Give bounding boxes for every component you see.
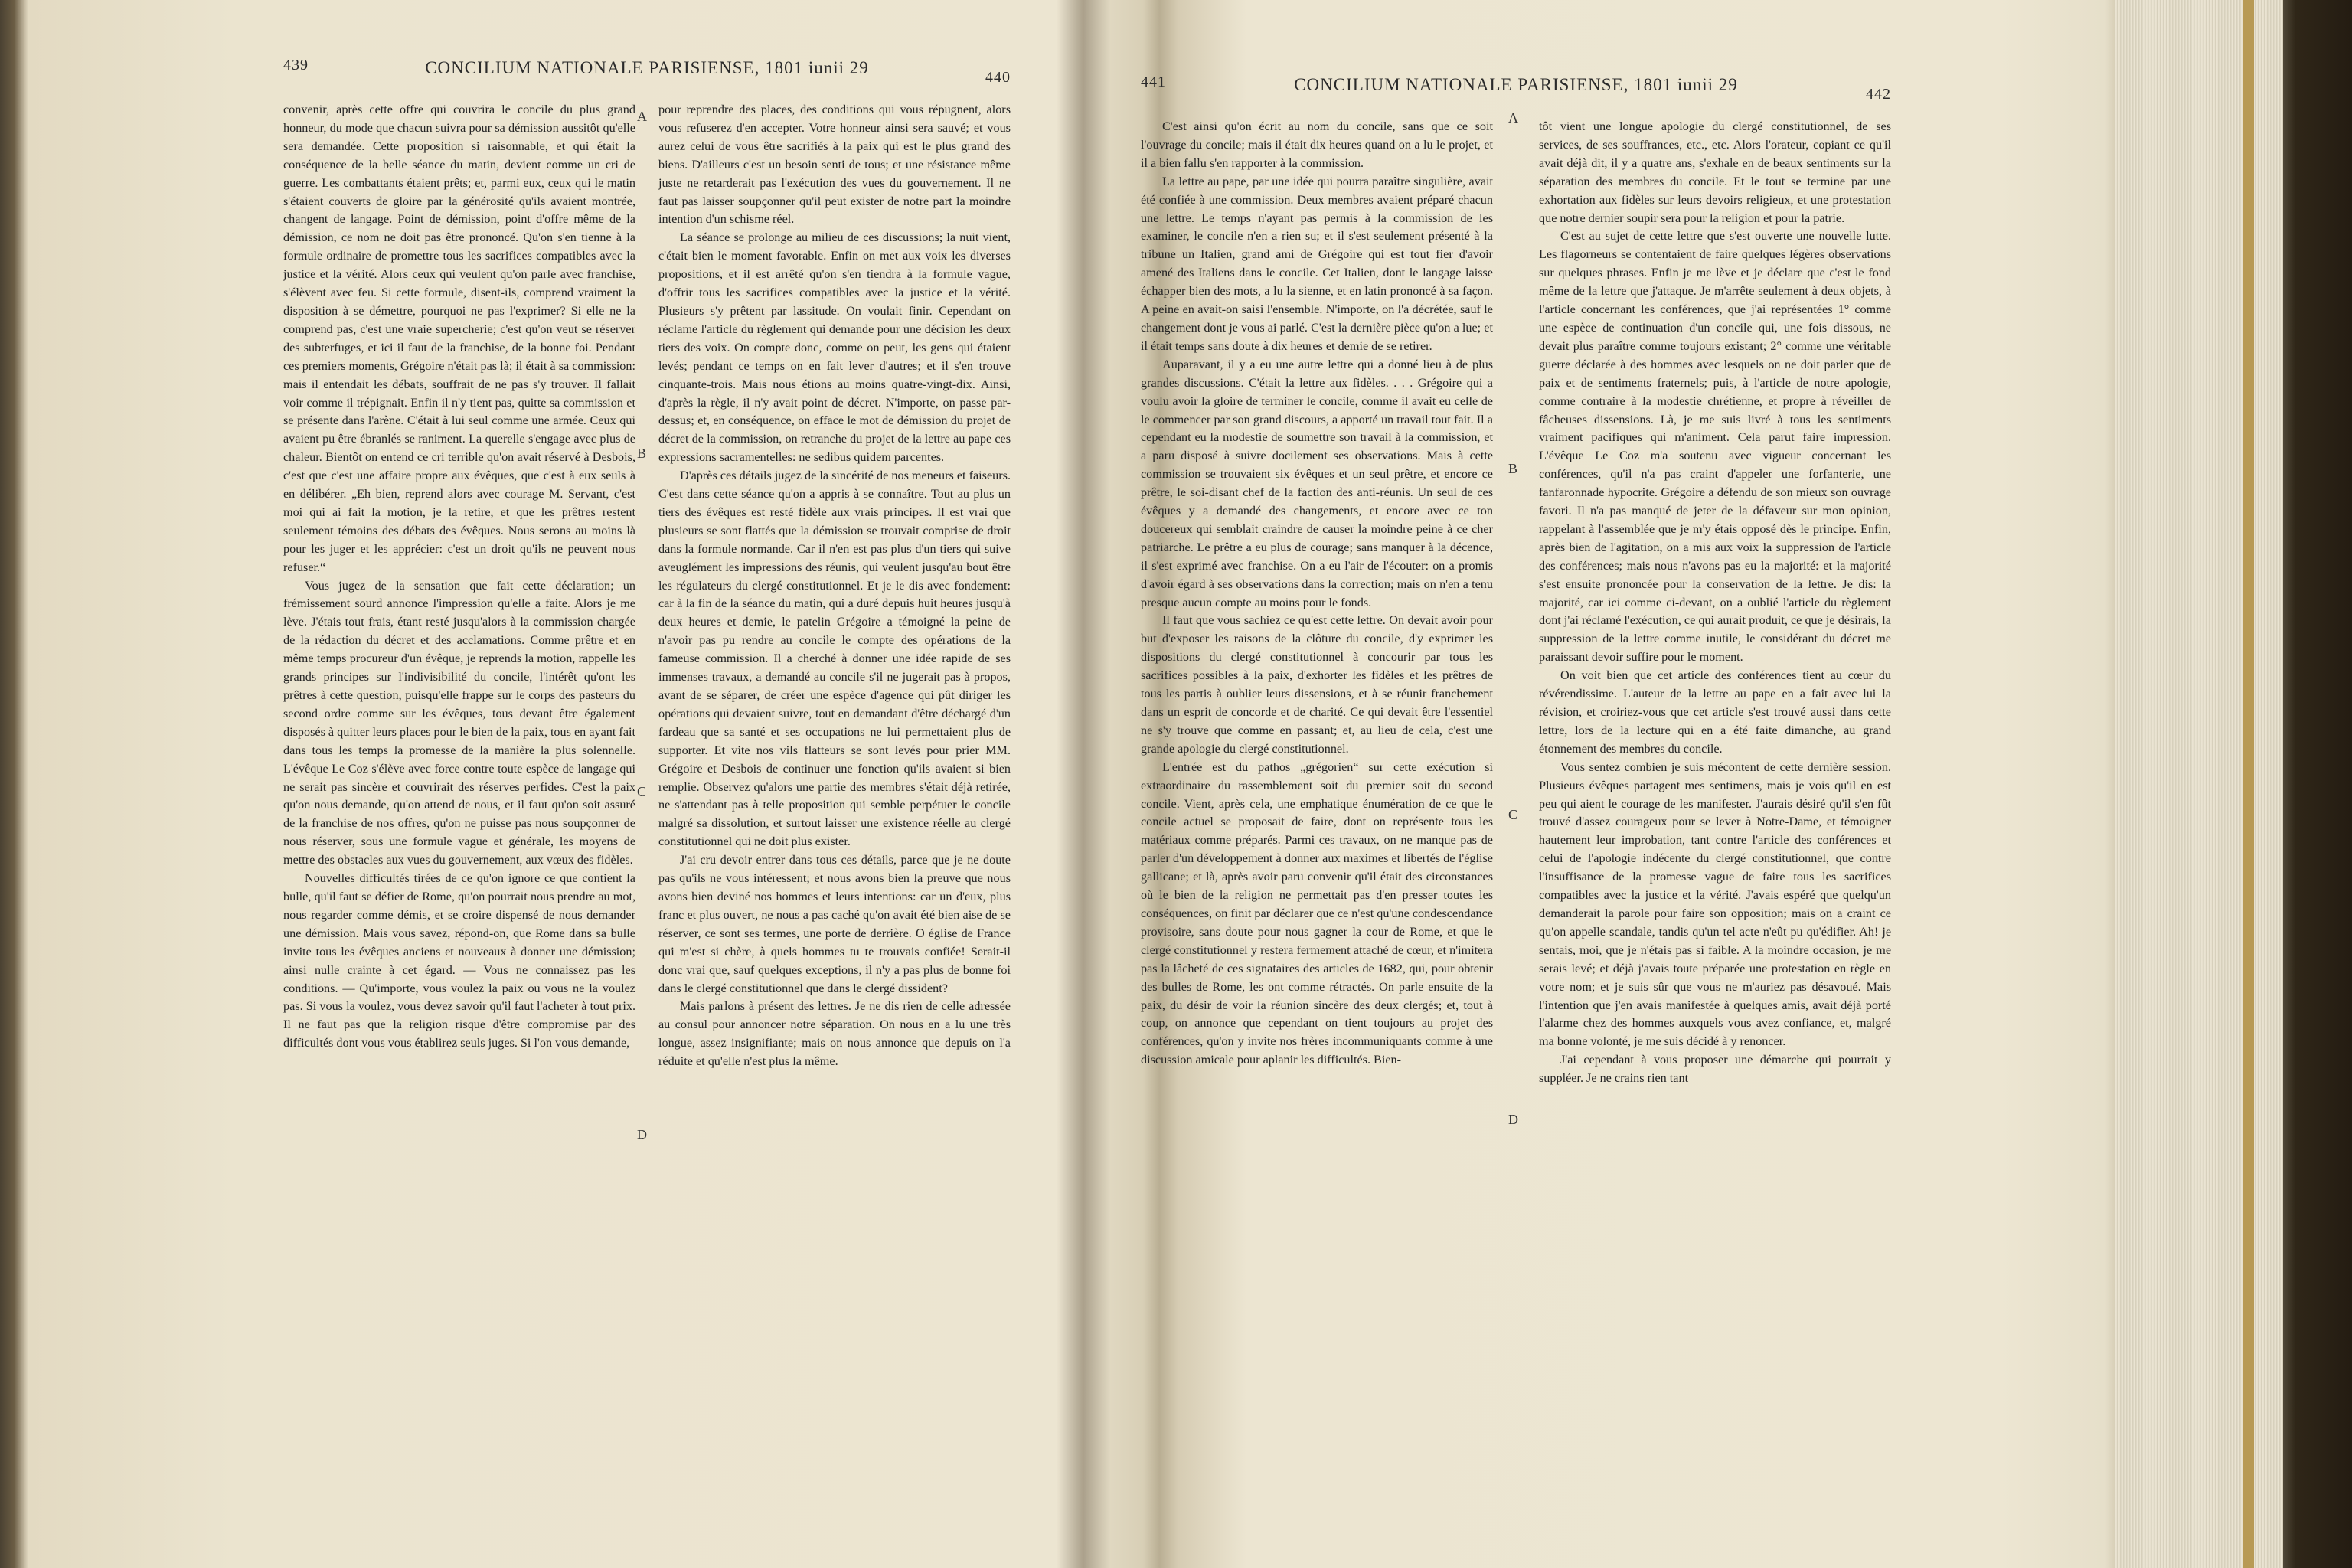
book-cover-edge bbox=[2243, 0, 2254, 1568]
right-page bbox=[1141, 70, 1891, 1540]
book-spine bbox=[1057, 0, 1110, 1568]
text-column-440 bbox=[658, 101, 1011, 1071]
section-marker-a: A bbox=[1508, 110, 1518, 126]
paragraph: L'entrée est du pathos „grégorien“ sur cette exécution si extraordinaire du rassemblement soit du premier soit du second concile. Vient, après cela, une emphatique énumération de ce que le concile actuel se proposait de faire, dont on représente tous les matériaux comme préparés. Parmi ces travaux, on ne manque pas de parler d'un développement à donner aux maximes et libertés de l'église gallicane; et là, après avoir paru convenir qu'il était des circonstances où le bien de la religion ne permettait pas d'en presser toutes les conséquences, on finit par déclarer que ce n'est qu'une condescendance provisoire, sans doute pour nous gagner la cour de Rome, et que le clergé constitutionnel y restera fermement attaché de cœur, et n'imitera pas la lâcheté de ces signataires des articles de 1682, qui, pour obtenir des bulles de Rome, les ont comme rétractés. On parle ensuite de la paix, du désir de voir la réunion sincère des deux clergés; et, tout à coup, on annonce que cependant on tient toujours au projet des conférences, qu'on y invite nos frères incommuniquants comme à une discussion amicale pour aplanir les difficultés. Bien- bbox=[1141, 760, 1493, 1067]
paragraph: Il faut que vous sachiez ce qu'est cette lettre. On devait avoir pour but d'exposer les raisons de la clôture du concile, d'y exprimer les dispositions du clergé constitutionnel à concourir par tous les sacrifices possibles à la paix, d'exhorter les fidèles et les prêtres de tous les partis à oublier leurs dissensions, et à se réunir franchement dans un esprit de concorde et de charité. Ce qui devait être l'essentiel ne s'y trouve que comme en passant; et, au lieu de cela, c'est une grande apologie du clergé constitutionnel. bbox=[1141, 613, 1493, 756]
paragraph: On voit bien que cet article des conférences tient au cœur du révérendissime. L'auteur de la lettre au pape en a fait avec lui la révision, et croiriez-vous que cet article s'est trouvé aussi dans cette lettre, lors de la lecture qui en a été faite dimanche, au grand étonnement des membres du concile. bbox=[1539, 668, 1891, 756]
section-marker-c: C bbox=[637, 784, 647, 799]
column-number-442: 442 bbox=[1866, 86, 1891, 103]
paragraph: D'après ces détails jugez de la sincérité de nos meneurs et faiseurs. C'est dans cette séance qu'on a appris à se connaître. Tout au plus un tiers des évêques est resté fidèle aux vrais principes. Il est vrai que plusieurs se sont flattés que la démission se trouvait comprise de droit dans la formule normande. Car il n'en est pas plus d'un tiers qui suive aveuglément les impressions des réunis, qui veulent jusqu'au bout être les régulateurs du clergé constitutionnel. Et je le dis avec fondement: car à la fin de la séance du matin, qui a duré depuis huit heures jusqu'à deux heures et demie, le patelin Grégoire a témoigné la peine de n'avoir pas pu rendre au concile le compte des opérations de la fameuse commission. Il a cherché à donner une idée rapide de ses immenses travaux, a demandé au concile s'il ne jugerait pas à propos, avant de se séparer, de créer une espèce d'agence qui pût diriger les opérations qui devaient suivre, tout en demandant d'être déchargé d'un fardeau que sa santé et ses occupations ne lui permettaient plus de supporter. Et vite nos vils flatteurs se sont levés pour prier MM. Grégoire et Desbois de continuer une fonction qu'ils avaient si bien remplie. Observez qu'alors une partie des membres s'était déjà retirée, ne s'attendant pas à telle proposition qui semble perpétuer le concile malgré sa dissolution, et surtout laisser une existence réelle au clergé constitutionnel qui ne doit plus exister. bbox=[658, 469, 1011, 849]
paragraph: Auparavant, il y a eu une autre lettre qui a donné lieu à de plus grandes discussions. C'était la lettre aux fidèles. . . . Grégoire qui a voulu avoir la gloire de terminer le concile, comme il avait eu celle de le commencer par son grand discours, a apporté un travail tout fait. Il a cependant eu la modestie de soumettre son travail à la commission, et a paru disposé à suivre docilement ses observations. Mais à cette commission se trouvaient six évêques et un seul prêtre, et encore ce prêtre, le soi-disant chef de la faction des anti-réunis. Un seul de ces évêques y a demandé des changements, et encore avec ce ton doucereux qui semblait craindre de causer la moindre peine à ce cher patriarche. Le prêtre a eu plus de courage; sans manquer à la décence, il s'est exprimé avec franchise. On a eu l'air de l'écouter: on a promis d'avoir égard à ses observations dans la correction; mais on n'en a tenu presque aucun compte au moins pour le fonds. bbox=[1141, 357, 1493, 609]
paragraph: convenir, après cette offre qui couvrira le concile du plus grand honneur, du mode que chacun suivra pour sa démission aussitôt qu'elle sera demandée. Cette proposition si raisonnable, et qui était la conséquence de la belle séance du matin, devient comme un cri de guerre. Les combattants étaient prêts; et, parmi eux, ceux qui le matin s'étaient couverts de gloire par la générosité qu'ils avaient montrée, changent de langage. Point de démission, point d'offre même de la démission, ce nom ne doit pas être prononcé. Qu'on s'en tienne à la formule ordinaire de promettre tous les sacrifices compatibles avec la justice et la vérité. Alors ceux qui veulent qu'on parle avec franchise, s'élèvent avec feu. Si cette formule, disent-ils, comprend vraiment la disposition à se démettre, pourquoi ne pas l'exprimer? Si elle ne la comprend pas, c'est une vraie supercherie; c'est qu'on veut se réserver des subterfuges, et ici il faut de la franchise, de la bonne foi. Pendant ces premiers moments, Grégoire n'était pas là; il était à sa commission: mais il entendait les débats, souffrait de ne pas s'y trouver. Il fallait voir comme il trépignait. Enfin il n'y tient pas, quitte sa commission et se présente dans l'arène. C'était à lui seul comme une armée. Ceux qui avaient pu être ébranlés se raniment. La querelle s'engage avec plus de chaleur. Bientôt on entend ce cri terrible qu'on avait réservé à Desbois, c'est que c'est une affaire propre aux évêques, que c'est à eux seuls à en délibérer. „Eh bien, reprend alors avec courage M. Servant, c'est moi qui ai fait la motion, je la retire, et que les prêtres restent seulement témoins des débats des évêques. Nous serons au moins là pour les juger et les apprécier: c'est un droit qu'ils ne peuvent nous refuser.“ bbox=[283, 103, 635, 574]
paragraph: J'ai cru devoir entrer dans tous ces détails, parce que je ne doute pas qu'ils ne vous intéressent; et nous avons bien la preuve que nous avons bien deviné nos hommes et leurs intentions: car un d'eux, plus franc et plus ouvert, ne nous a pas caché qu'on avait été bien aise de se réserver, ce sont ses termes, une porte de derrière. O église de France qui m'est si chère, à quels hommes tu te trouvais confiée! Serait-il donc vrai que, sauf quelques exceptions, il n'y a pas plus de bonne foi dans le clergé constitutionnel que dans le clergé dissident? bbox=[658, 853, 1011, 995]
paragraph: La lettre au pape, par une idée qui pourra paraître singulière, avait été confiée à une commission. Deux membres avaient préparé chacun une lettre. Le temps n'ayant pas permis à la commission de les examiner, le concile n'en a rien su; et il s'est seulement présenté à la tribune un Italien, grand ami de Grégoire qui est tout fier d'avoir amené des Italiens dans le concile. Cet Italien, dont le langage laisse échapper bien des mots, a lu la sienne, et en latin prononcé à sa façon. A peine en avait-on saisi l'ensemble. N'importe, on l'a décrétée, sauf le changement dont je vous ai parlé. C'est la dernière pièce qu'on a lue; et il était temps sans doute à dix heures et demie de se retirer. bbox=[1141, 174, 1493, 353]
paragraph: pour reprendre des places, des conditions qui vous répugnent, alors vous refuserez d'en accepter. Votre honneur ainsi sera sauvé; et vous aurez celui de vous être sacrifiés à la paix qui est le plus grand des biens. D'ailleurs c'est un besoin senti de tous; et une résistance même juste ne retarderait pas l'exécution des vues du gouvernement. Il ne faut pas laisser soupçonner qu'il peut exister de notre part la moindre intention d'un schisme réel. bbox=[658, 103, 1011, 227]
right-page-header bbox=[1141, 70, 1891, 101]
text-column-442 bbox=[1539, 118, 1891, 1088]
section-marker-a: A bbox=[637, 109, 647, 124]
section-marker-d: D bbox=[637, 1127, 647, 1142]
paragraph: La séance se prolonge au milieu de ces discussions; la nuit vient, c'était bien le moment favorable. Enfin on met aux voix les diverses propositions, et il est arrêté qu'on s'en tiendra à la formule vague, d'offrir tous les sacrifices compatibles avec la justice et la vérité. Plusieurs s'y prêtent par lassitude. On voulait finir. Cependant on réclame l'article du règlement qui demande pour une décision les deux tiers des voix. On compte donc, comme on peut, les gens qui étaient levés; pendant ce temps on en fait lever d'autres; et il s'en trouve cinquante-trois. Mais nous étions au moins quatre-vingt-dix. Ainsi, d'après la règle, il n'y avait point de décret. N'importe, on passe par-dessus; et, en conséquence, on efface le mot de démission du projet de décret de la commission, on retranche du projet de la lettre au pape ces expressions sacramentelles: ne sedibus quidem parcentes. bbox=[658, 230, 1011, 465]
paragraph: Vous sentez combien je suis mécontent de cette dernière session. Plusieurs évêques partagent mes sentimens, mais je vois qu'il en est peu qui aient le courage de les manifester. J'aurais désiré qu'il s'en fût trouvé d'assez courageux pour se lever à Notre-Dame, et témoigner hautement leur improbation, tant contre l'article des conférences et celui de l'apologie indécente du clergé constitutionnel, que contre l'insuffisance de la promesse vague de faire tous les sacrifices compatibles avec la justice et la vérité. J'avais espéré que quelqu'un demanderait la parole pour faire son opposition; mais on a craint ce qu'on appelle scandale, tandis qu'un tel acte n'eût pu qu'édifier. Ah! je sentais, moi, que je n'étais pas si faible. A la moindre occasion, je me serais levé; et déjà j'avais toute préparée une protestation en règle en votre nom; et je suis sûr que vous ne m'auriez pas désavoué. Mais l'intention que j'en avais manifestée à quelques amis, avait déjà porté l'alarme chez des hommes auxquels vous avez confiance, et, malgré ma bonne volonté, je me suis décidé à y renoncer. bbox=[1539, 760, 1891, 1049]
paragraph: C'est au sujet de cette lettre que s'est ouverte une nouvelle lutte. Les flagorneurs se contentaient de faire quelques légères observations sur quelques phrases. Enfin je me lève et je déclare que c'est le fond même de la lettre que j'attaque. Je m'arrête seulement à deux objets, à l'article concernant les conférences, que j'ai représentées 1° comme une espèce de continuation d'un concile qui, une fois dissous, ne devait plus paraître comme toujours existant; 2° comme une véritable guerre déclarée à des hommes avec lesquels on ne doit parler que de paix et de sentiments fraternels; puis, à l'article de notre apologie, comme contraire à la modestie chrétienne, et propre à réveiller de fâcheuses dissensions. Là, je me suis livré à tous les sentiments vraiment pacifiques qui m'animent. Cela parut faire impression. L'évêque Le Coz m'a soutenu avec vigueur concernant les conférences, qu'il n'a pas craint d'appeler une forfanterie, une fanfaronnade hypocrite. Grégoire a défendu de son mieux son ouvrage favori. Il n'a pas manqué de jeter de la défaveur sur mon opinion, rappelant à l'assemblée que je m'y étais opposé dès le principe. Enfin, après bien de l'agitation, on a mis aux voix la suppression de l'article des conférences; mais nous n'avons pas eu la majorité: et la majorité s'est ensuite prononcée pour la conservation de la lettre. Je dis: la majorité, car ici comme ci-devant, on a oublié l'article du règlement dont j'ai réclamé l'exécution, ce qui aurait produit, ce que je désirais, la suppression de la lettre comme inutile, le considérant du décret me paraissant devoir suffire pour le moment. bbox=[1539, 229, 1891, 665]
paragraph: J'ai cependant à vous proposer une démarche qui pourrait y suppléer. Je ne crains rien tant bbox=[1539, 1053, 1891, 1086]
section-marker-d: D bbox=[1508, 1112, 1518, 1127]
section-marker-c: C bbox=[1508, 807, 1518, 822]
left-page bbox=[283, 54, 1011, 1539]
running-title: CONCILIUM NATIONALE PARISIENSE, 1801 iunii 29 bbox=[1294, 75, 1738, 94]
left-page-header bbox=[283, 54, 1011, 84]
section-marker-b: B bbox=[637, 446, 647, 461]
paragraph: Nouvelles difficultés tirées de ce qu'on ignore ce que contient la bulle, qu'il faut se défier de Rome, qu'on pourrait nous prendre au mot, nous regarder comme démis, et se croire dispensé de nous demander une démission. Mais vous savez, répond-on, que Rome dans sa bulle invite tous les évêques anciens et nouveaux à donner une démission; ainsi nulle crainte à cet égard. — Vous ne connaissez pas les conditions. — Qu'importe, vous voulez la paix ou vous ne la voulez pas. Si vous la voulez, vous devez savoir qu'il faut l'acheter à tout prix. Il ne faut pas que la religion risque d'être compromise par des difficultés dont vous vous établirez seuls juges. Si l'on vous demande, bbox=[283, 871, 635, 1050]
paragraph: Mais parlons à présent des lettres. Je ne dis rien de celle adressée au consul pour annoncer notre séparation. On nous en a lu une très longue, assez insignifiante; mais on nous annonce que depuis on l'a réduite et qu'elle n'est plus la même. bbox=[658, 999, 1011, 1069]
right-page-columns bbox=[1141, 118, 1891, 1088]
running-title: CONCILIUM NATIONALE PARISIENSE, 1801 iunii 29 bbox=[425, 58, 869, 77]
column-number-440: 440 bbox=[985, 69, 1011, 86]
column-number-441: 441 bbox=[1141, 74, 1166, 90]
section-marker-b: B bbox=[1508, 461, 1518, 476]
paragraph: tôt vient une longue apologie du clergé constitutionnel, de ses services, de ses souffrances, etc., etc. Alors l'orateur, copiant ce qu'il avait déjà dit, il y a quatre ans, s'exhale en de beaux sentiments sur la séparation des membres du concile. Et le tout se termine par une exhortation aux fidèles sur leurs devoirs religieux, et une protestation que notre dernier soupir sera pour la religion et pour la patrie. bbox=[1539, 119, 1891, 225]
column-number-439: 439 bbox=[283, 57, 309, 74]
paragraph: Vous jugez de la sensation que fait cette déclaration; un frémissement sourd annonce l'impression qu'elle a faite. Alors je me lève. J'étais tout frais, étant resté jusqu'alors à la commission chargée de la rédaction du décret et des acclamations. Comme prêtre et en même temps procureur d'un évêque, je reprends la motion, rappelle les grands principes sur l'indivisibilité du concile, l'intérêt qu'ont les prêtres à cette question, puisqu'elle frappe sur le corps des pasteurs du second ordre comme sur les évêques, tous devant être également disposés à quitter leurs places pour le bien de la paix, tous en ayant fait dans tous les temps la promesse de la manière la plus solennelle. L'évêque Le Coz s'élève avec force contre toute espèce de langage qui ne serait pas sincère et couvrirait des réserves perfides. C'est la paix qu'on nous demande, qu'on attend de nous, et il faut qu'on soit assuré de la franchise de nos offres, qu'on ne puisse pas nous soupçonner de nous réserver, sous une formule vague et générale, les moyens de mettre des obstacles aux vues du gouvernement, aux vœux des fidèles. bbox=[283, 578, 635, 867]
text-column-441 bbox=[1141, 118, 1493, 1088]
text-column-439 bbox=[283, 101, 635, 1071]
left-page-columns bbox=[283, 101, 1011, 1071]
page-edges bbox=[2115, 0, 2283, 1568]
paragraph: C'est ainsi qu'on écrit au nom du concile, sans que ce soit l'ouvrage du concile; mais il était dix heures quand on a lu le projet, et il a bien fallu s'en rapporter à la commission. bbox=[1141, 119, 1493, 170]
